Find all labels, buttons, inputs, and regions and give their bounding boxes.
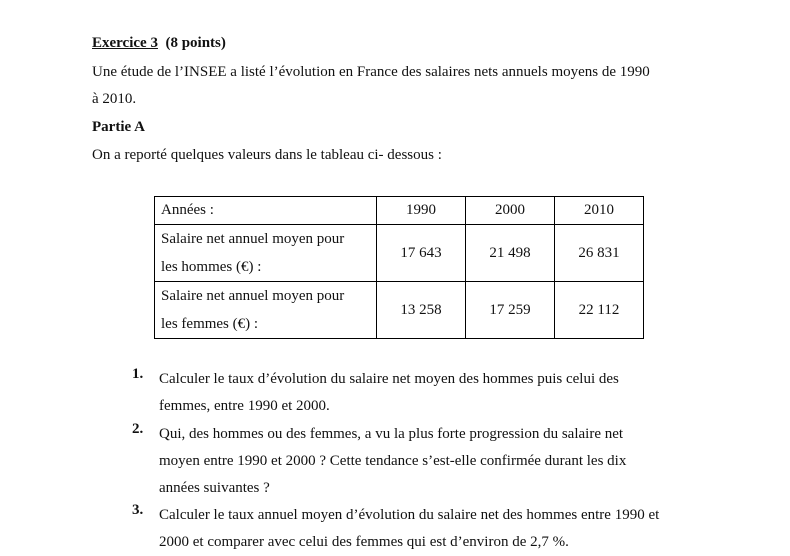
men-2000: 21 498 — [466, 225, 555, 282]
women-2010: 22 112 — [555, 282, 644, 339]
exercise-points: (8 points) — [165, 35, 226, 51]
question-text: Calculer le taux annuel moyen d’évolution du salaire net des hommes entre 1990 et 2000 et comparer avec celui des femmes qui est d’environ de 2,7 %. — [159, 507, 660, 550]
part-a-text: On a reporté quelques valeurs dans le tableau ci- dessous : — [92, 147, 442, 163]
year-2000: 2000 — [466, 197, 555, 225]
table-row-women — [155, 282, 644, 339]
row-label-women: Salaire net annuel moyen pour les femmes (€) : — [155, 282, 377, 339]
row-label-men: Salaire net annuel moyen pour les hommes (€) : — [155, 225, 377, 282]
women-2000: 17 259 — [466, 282, 555, 339]
question-number: 1. — [132, 366, 144, 382]
header-label: Années : — [155, 197, 377, 225]
question-number: 2. — [132, 421, 144, 437]
men-1990: 17 643 — [377, 225, 466, 282]
year-1990: 1990 — [377, 197, 466, 225]
part-a-title: Partie A — [92, 119, 145, 135]
intro-line-2: à 2010. — [92, 91, 137, 107]
question-text: Calculer le taux d’évolution du salaire net moyen des hommes puis celui des femmes, entre 1990 et 2000. — [159, 371, 619, 414]
exercise-heading — [92, 33, 226, 53]
intro-line-1: Une étude de l’INSEE a listé l’évolution en France des salaires nets annuels moyens de 1990 — [92, 64, 650, 80]
table-header-row — [155, 197, 644, 225]
question-number: 3. — [132, 502, 144, 518]
exercise-title: Exercice 3 — [92, 35, 158, 51]
men-2010: 26 831 — [555, 225, 644, 282]
salary-table — [154, 196, 644, 339]
question-text: Qui, des hommes ou des femmes, a vu la plus forte progression du salaire net moyen entre 1990 et 2000 ? Cette tendance s’est-elle confirmée durant les dix années suivantes ? — [159, 426, 627, 496]
table-row-men — [155, 225, 644, 282]
year-2010: 2010 — [555, 197, 644, 225]
women-1990: 13 258 — [377, 282, 466, 339]
